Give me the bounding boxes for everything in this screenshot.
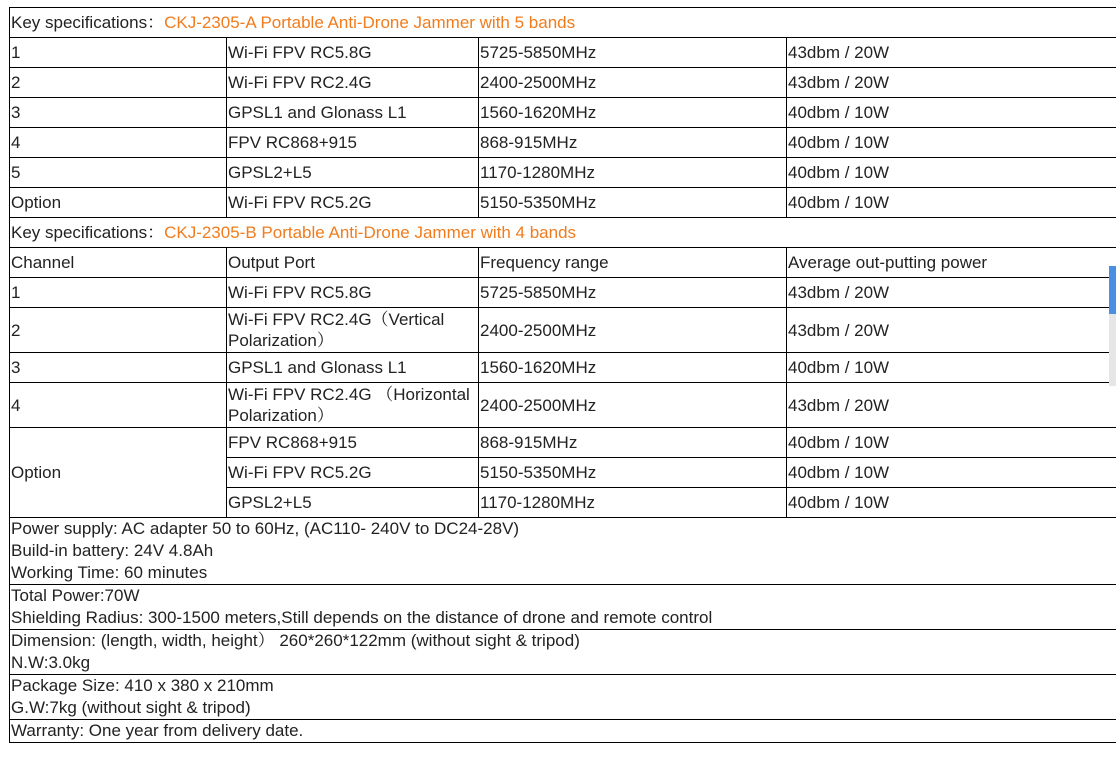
table-row: 2 Wi-Fi FPV RC2.4G（Vertical Polarization） 2400-2500MHz 43dbm / 20W [10, 308, 1116, 353]
column-header: Output Port [227, 248, 479, 278]
table-row: 1 Wi-Fi FPV RC5.8G 5725-5850MHz 43dbm / 20W [10, 38, 1116, 68]
table-row: 1 Wi-Fi FPV RC5.8G 5725-5850MHz 43dbm / 20W [10, 278, 1116, 308]
table-b-title: Key specifications：CKJ-2305-B Portable Anti-Drone Jammer with 4 bands [10, 218, 1116, 248]
dimension-notes: Dimension: (length, width, height） 260*260*122mm (without sight & tripod) N.W:3.0kg [10, 630, 1116, 675]
option-label: Option [10, 428, 227, 518]
spec-table [9, 7, 1116, 743]
warranty-notes: Warranty: One year from delivery date. [10, 720, 1116, 743]
table-b-model: CKJ-2305-B Portable Anti-Drone Jammer with 4 bands [164, 222, 577, 242]
table-row: GPSL2+L5 1170-1280MHz 40dbm / 10W [10, 488, 1116, 518]
notes-row [10, 518, 1116, 585]
table-row: Option FPV RC868+915 868-915MHz 40dbm / 10W [10, 428, 1116, 458]
column-header: Channel [10, 248, 227, 278]
column-header: Average out-putting power [787, 248, 1116, 278]
table-header-row [10, 248, 1116, 278]
total-power-notes: Total Power:70W Shielding Radius: 300-1500 meters,Still depends on the distance of drone and remote control [10, 585, 1116, 630]
table-row: Option Wi-Fi FPV RC5.2G 5150-5350MHz 40dbm / 10W [10, 188, 1116, 218]
table-row: 4 FPV RC868+915 868-915MHz 40dbm / 10W [10, 128, 1116, 158]
table-row: 2 Wi-Fi FPV RC2.4G 2400-2500MHz 43dbm / 20W [10, 68, 1116, 98]
table-row: 3 GPSL1 and Glonass L1 1560-1620MHz 40dbm / 10W [10, 353, 1116, 383]
package-notes: Package Size: 410 x 380 x 210mm G.W:7kg (without sight & tripod) [10, 675, 1116, 720]
table-row: 4 Wi-Fi FPV RC2.4G （Horizontal Polarization） 2400-2500MHz 43dbm / 20W [10, 383, 1116, 428]
notes-row [10, 675, 1116, 720]
scrollbar-thumb[interactable] [1109, 266, 1116, 314]
table-a-title: Key specifications：CKJ-2305-A Portable Anti-Drone Jammer with 5 bands [10, 8, 1116, 38]
notes-row [10, 630, 1116, 675]
table-row: Wi-Fi FPV RC5.2G 5150-5350MHz 40dbm / 10W [10, 458, 1116, 488]
scrollbar-track[interactable] [1109, 314, 1116, 386]
notes-row [10, 720, 1116, 743]
power-notes: Power supply: AC adapter 50 to 60Hz, (AC110- 240V to DC24-28V) Build-in battery: 24V 4.8Ah Working Time: 60 minutes [10, 518, 1116, 585]
notes-row [10, 585, 1116, 630]
column-header: Frequency range [479, 248, 787, 278]
table-a-model: CKJ-2305-A Portable Anti-Drone Jammer with 5 bands [164, 12, 576, 32]
table-row: 3 GPSL1 and Glonass L1 1560-1620MHz 40dbm / 10W [10, 98, 1116, 128]
table-row: 5 GPSL2+L5 1170-1280MHz 40dbm / 10W [10, 158, 1116, 188]
